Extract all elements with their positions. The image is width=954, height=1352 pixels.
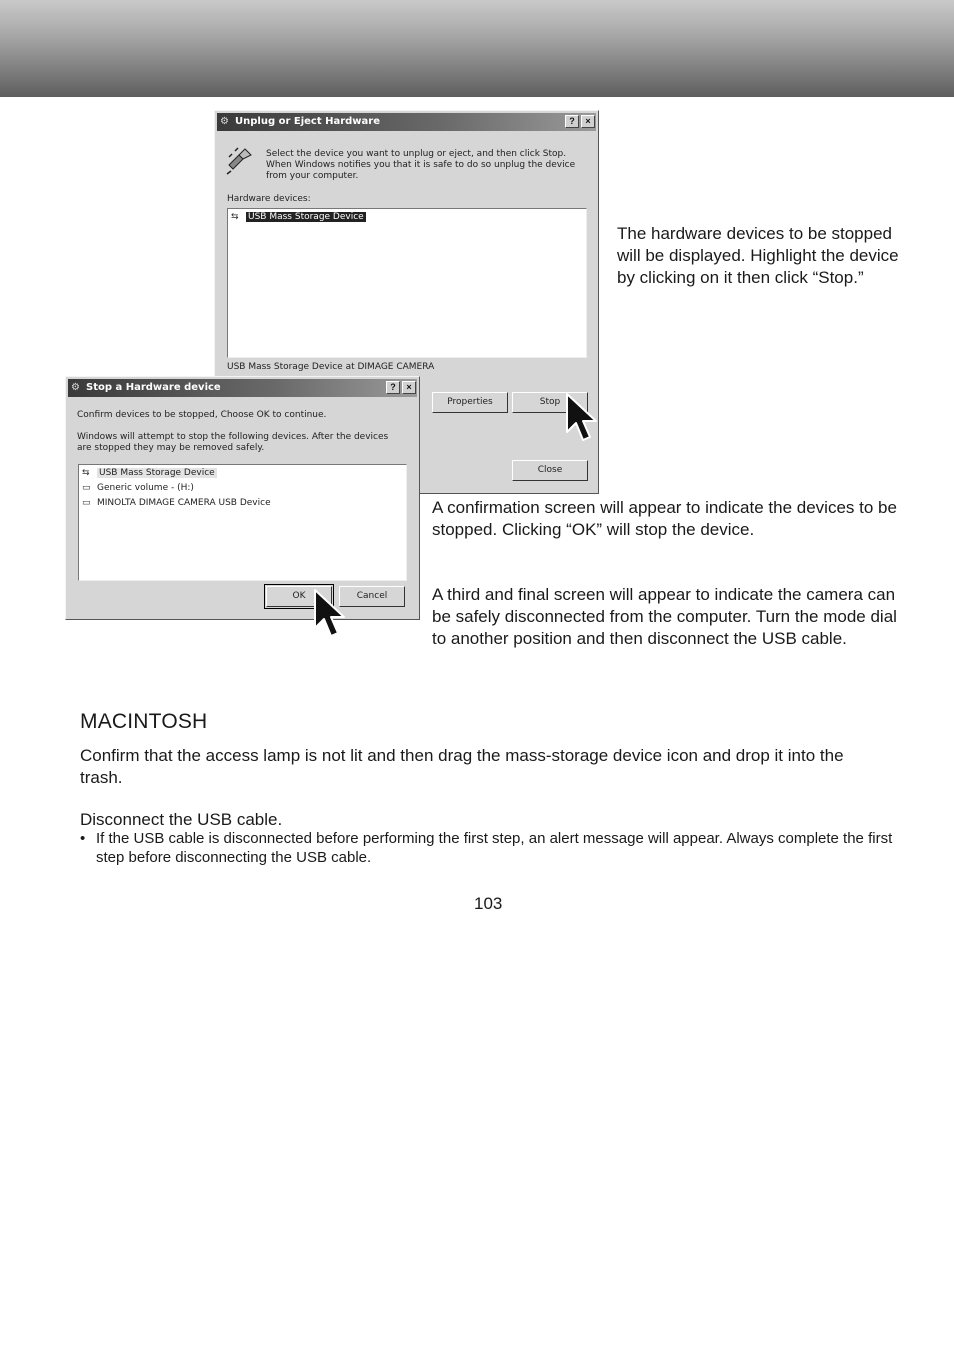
caption-confirmation: A confirmation screen will appear to indicate the devices to be stopped. Clicking “OK” will stop the device. bbox=[432, 498, 897, 539]
close-icon[interactable]: × bbox=[581, 115, 595, 128]
bullet-note bbox=[80, 829, 910, 869]
stop-button[interactable]: Stop bbox=[512, 392, 588, 413]
list-item[interactable] bbox=[228, 210, 586, 225]
stop-hardware-dialog bbox=[65, 376, 420, 620]
help-button[interactable]: ? bbox=[386, 381, 400, 394]
cursor-arrow-icon bbox=[313, 588, 347, 640]
attempt-text: Windows will attempt to stop the following devices. After the devices are stopped they may be removed safely. bbox=[77, 432, 389, 453]
bullet-text: If the USB cable is disconnected before performing the first step, an alert message will appear. Always complete the first step before disconnecting the USB cable. bbox=[96, 830, 893, 866]
close-icon[interactable]: × bbox=[402, 381, 416, 394]
list-item[interactable] bbox=[79, 466, 406, 481]
close-button[interactable]: Close bbox=[512, 460, 588, 481]
list-item[interactable] bbox=[79, 496, 406, 511]
cursor-arrow-icon bbox=[565, 392, 599, 444]
macintosh-heading: MACINTOSH bbox=[80, 710, 208, 733]
device-label: USB Mass Storage Device bbox=[248, 212, 364, 222]
drive-icon: ▭ bbox=[82, 483, 91, 493]
caption-hardware-devices: The hardware devices to be stopped will be displayed. Highlight the device by clicking on it then click “Stop.” bbox=[617, 224, 899, 287]
drive-icon: ▭ bbox=[82, 498, 91, 508]
confirm-text: Confirm devices to be stopped, Choose OK to continue. bbox=[77, 410, 327, 420]
stop-devices-list[interactable] bbox=[78, 464, 407, 581]
stop-dialog-title: Stop a Hardware device bbox=[86, 382, 221, 393]
hardware-icon: ⚙ bbox=[71, 382, 80, 393]
cancel-button[interactable]: Cancel bbox=[339, 586, 405, 607]
device-status-text: USB Mass Storage Device at DIMAGE CAMERA bbox=[227, 362, 435, 372]
bullet-mark: • bbox=[80, 830, 86, 847]
macintosh-paragraph: Confirm that the access lamp is not lit and then drag the mass-storage device icon and drop it into the trash. bbox=[80, 746, 844, 787]
stop-dialog-titlebar[interactable] bbox=[68, 379, 417, 397]
device-label: Generic volume - (H:) bbox=[97, 483, 194, 493]
ok-button[interactable]: OK bbox=[266, 586, 332, 607]
unplug-hardware-icon bbox=[225, 145, 255, 175]
usb-device-icon: ⇆ bbox=[82, 468, 90, 478]
header-band bbox=[0, 0, 954, 97]
hardware-devices-label: Hardware devices: bbox=[227, 194, 311, 204]
page-number: 103 bbox=[474, 894, 503, 913]
unplug-instruction: Select the device you want to unplug or eject, and then click Stop. When Windows notifies you that it is safe to do so unplug the device from your computer. bbox=[266, 149, 576, 181]
unplug-dialog-title: Unplug or Eject Hardware bbox=[235, 116, 381, 127]
usb-device-icon: ⇆ bbox=[231, 212, 239, 222]
hardware-icon: ⚙ bbox=[220, 116, 229, 127]
device-label: MINOLTA DIMAGE CAMERA USB Device bbox=[97, 498, 271, 508]
hardware-devices-list[interactable] bbox=[227, 208, 587, 358]
unplug-dialog-titlebar[interactable] bbox=[217, 113, 596, 131]
list-item[interactable] bbox=[79, 481, 406, 496]
caption-third-screen: A third and final screen will appear to indicate the camera can be safely disconnected from the computer. Turn the mode dial to another position and then disconnect the USB cable. bbox=[432, 585, 897, 648]
properties-button[interactable]: Properties bbox=[432, 392, 508, 413]
device-label: USB Mass Storage Device bbox=[99, 468, 215, 478]
help-button[interactable]: ? bbox=[565, 115, 579, 128]
disconnect-text: Disconnect the USB cable. bbox=[80, 810, 283, 829]
